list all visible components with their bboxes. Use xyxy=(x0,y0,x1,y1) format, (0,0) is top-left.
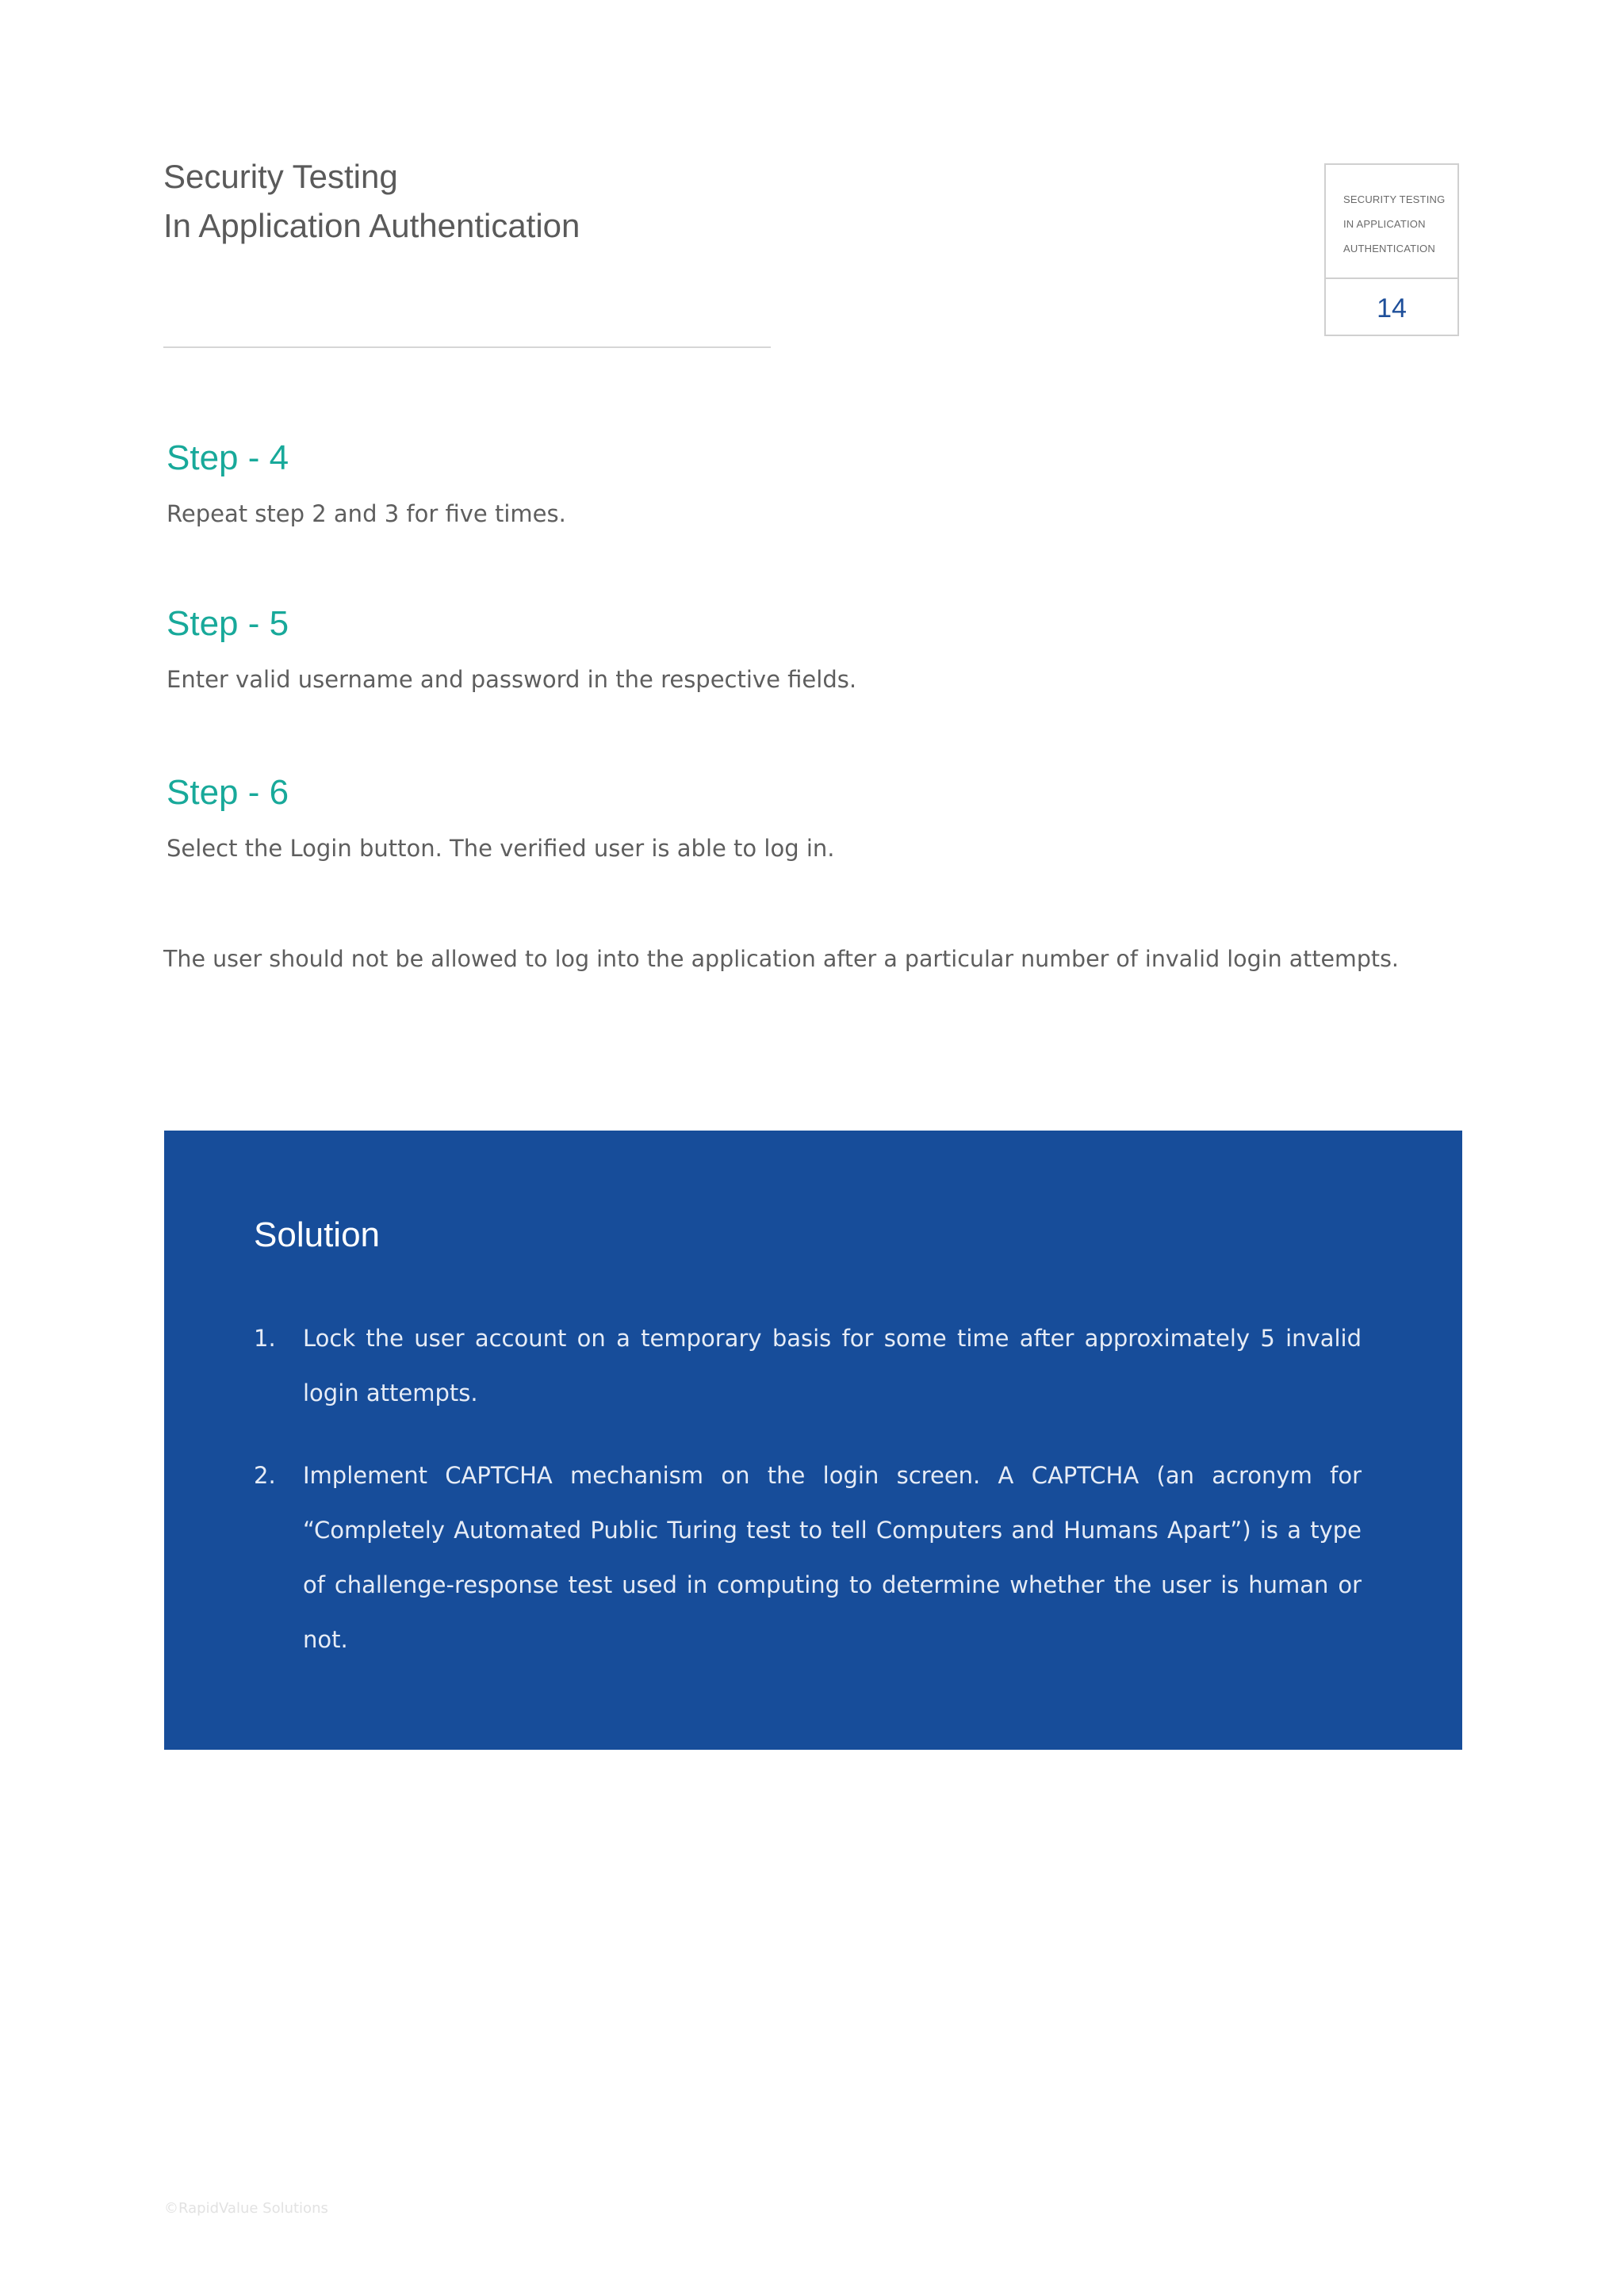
header-divider xyxy=(163,346,771,348)
step-5 xyxy=(167,600,1515,697)
page-box-divider xyxy=(1326,277,1457,279)
document-title xyxy=(163,152,580,251)
page-number-box xyxy=(1324,163,1459,336)
step-6 xyxy=(167,769,1515,866)
step-4 xyxy=(167,434,1515,531)
solution-list xyxy=(254,1311,1362,1695)
step-text: Select the Login button. The verified user is able to log in. xyxy=(167,835,835,862)
step-text: Enter valid username and password in the respective fields. xyxy=(167,666,857,693)
page-box-label-line1: SECURITY TESTING xyxy=(1343,193,1446,205)
solution-item-1 xyxy=(254,1311,1362,1421)
solution-item-text: Lock the user account on a temporary basis for some time after approximately 5 invalid login attempts. xyxy=(303,1325,1362,1406)
solution-item-number: 2. xyxy=(254,1462,276,1489)
footer-copyright: ©RapidValue Solutions xyxy=(164,2200,328,2217)
summary-text: The user should not be allowed to log into the application after a particular number of invalid login attempts. xyxy=(163,946,1399,972)
solution-item-text: Implement CAPTCHA mechanism on the login screen. A CAPTCHA (an acronym for “Completely Automated Public Turing test to tell Computers and Humans Apart”) is a type of challenge-response test used in computing to determine whether the user is human or not. xyxy=(303,1462,1362,1653)
page-box-label-line2: IN APPLICATION xyxy=(1343,218,1426,230)
solution-box xyxy=(164,1131,1462,1750)
page-box-label xyxy=(1343,187,1454,261)
solution-item-number: 1. xyxy=(254,1325,276,1352)
step-heading: Step - 4 xyxy=(167,438,289,477)
step-text: Repeat step 2 and 3 for five times. xyxy=(167,500,566,527)
solution-item-2 xyxy=(254,1448,1362,1667)
step-heading: Step - 5 xyxy=(167,604,289,643)
page-number: 14 xyxy=(1377,293,1407,323)
document-title-line2: In Application Authentication xyxy=(163,207,580,244)
page-box-label-line3: AUTHENTICATION xyxy=(1343,243,1435,254)
solution-title: Solution xyxy=(254,1215,381,1254)
step-heading: Step - 6 xyxy=(167,773,289,812)
document-title-line1: Security Testing xyxy=(163,158,398,195)
